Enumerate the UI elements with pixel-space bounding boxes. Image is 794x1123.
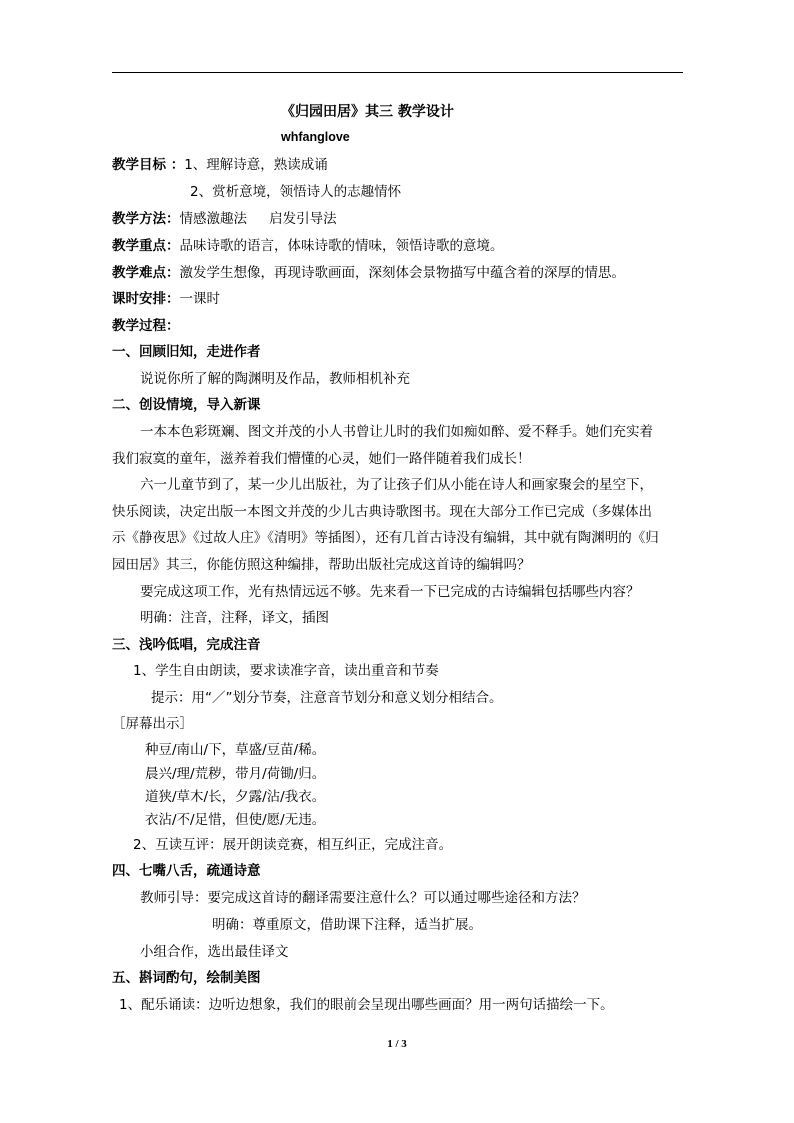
section-5-step-1: 1、配乐诵读：边听边想象，我们的眼前会呈现出哪些画面？用一两句话描绘一下。 [119,997,614,1013]
screen-display-label: ［屏幕出示］ [112,716,193,732]
section-3-heading: 三、浅吟低唱，完成注音 [112,637,261,653]
document-title: 《归园田居》其三 教学设计 [281,104,454,120]
section-2-paragraph-2c: 示《静夜思》《过故人庄》《清明》等插图），还有几首古诗没有编辑，其中就有陶渊明的《归 [112,530,659,546]
section-3-hint: 提示：用“／”划分节奏，注意音节划分和意义划分相结合。 [151,690,503,706]
time-line [112,289,220,309]
goal-line-1 [112,155,328,175]
poem-line-3: 道狭/草木/长，夕露/沾/我衣。 [145,789,326,805]
key-value: 品味诗歌的语言，体味诗歌的情味，领悟诗歌的意境。 [179,238,504,254]
section-2-paragraph-1b: 我们寂寞的童年，滋养着我们懵懂的心灵，她们一路伴随着我们成长！ [112,451,531,467]
poem-line-2: 晨兴/理/荒秽，带月/荷锄/归。 [145,766,326,782]
author-name: whfanglove [281,130,350,144]
section-3-step-2: 2、互读互评：展开朗读竞赛，相互纠正，完成注音。 [133,837,453,853]
key-line [112,236,504,256]
section-4-answer: 明确：尊重原文，借助课下注释，适当扩展。 [212,917,482,933]
process-label: 教学过程： [112,318,180,334]
section-2-paragraph-1a: 一本本色彩斑斓、图文并茂的小人书曾让儿时的我们如痴如醉、爱不释手。她们充实着 [140,424,653,440]
section-4-guide: 教师引导：要完成这首诗的翻译需要注意什么？可以通过哪些途径和方法？ [140,890,586,906]
section-4-heading: 四、七嘴八舌，疏通诗意 [112,863,261,879]
page-number: 1 / 3 [387,1038,407,1050]
section-2-paragraph-2a: 六一儿童节到了，某一少儿出版社，为了让孩子们从小能在诗人和画家聚会的星空下， [140,477,653,493]
section-2-paragraph-2b: 快乐阅读，决定出版一本图文并茂的少儿古典诗歌图书。现在大部分工作已完成（多媒体出 [112,504,652,520]
difficulty-value: 激发学生想像，再现诗歌画面，深刻体会景物描写中蕴含着的深厚的情思。 [179,265,625,281]
section-1-paragraph: 说说你所了解的陶渊明及作品，教师相机补充 [140,371,410,387]
header-rule [112,72,683,73]
goal-item-2: 2、赏析意境，领悟诗人的志趣情怀 [190,184,402,200]
section-1-heading: 一、回顾旧知，走进作者 [112,344,261,360]
section-4-group-work: 小组合作，选出最佳译文 [140,944,289,960]
section-2-answer: 明确：注音，注释，译文，插图 [140,610,329,626]
section-3-step-1: 1、学生自由朗读，要求读准字音，读出重音和节奏 [133,663,439,679]
time-label: 课时安排： [112,291,180,307]
method-line [112,209,337,229]
time-value: 一课时 [179,291,220,307]
key-label: 教学重点： [112,238,180,254]
poem-line-1: 种豆/南山/下，草盛/豆苗/稀。 [145,742,326,758]
section-2-paragraph-3: 要完成这项工作，光有热情远远不够。先来看一下已完成的古诗编辑包括哪些内容？ [140,584,640,600]
difficulty-line [112,263,625,283]
goal-label: 教学目标 ： [112,157,185,173]
method-value: 情感激趣法 启发引导法 [179,211,337,227]
difficulty-label: 教学难点： [112,265,180,281]
section-2-heading: 二、创设情境，导入新课 [112,397,261,413]
section-5-heading: 五、斟词酌句，绘制美图 [112,970,261,986]
poem-line-4: 衣沾/不/足惜，但使/愿/无违。 [145,812,326,828]
goal-item-1: 1、理解诗意，熟读成诵 [184,157,328,173]
section-2-paragraph-2d: 园田居》其三，你能仿照这种编排，帮助出版社完成这首诗的编辑吗？ [112,557,531,573]
method-label: 教学方法： [112,211,180,227]
